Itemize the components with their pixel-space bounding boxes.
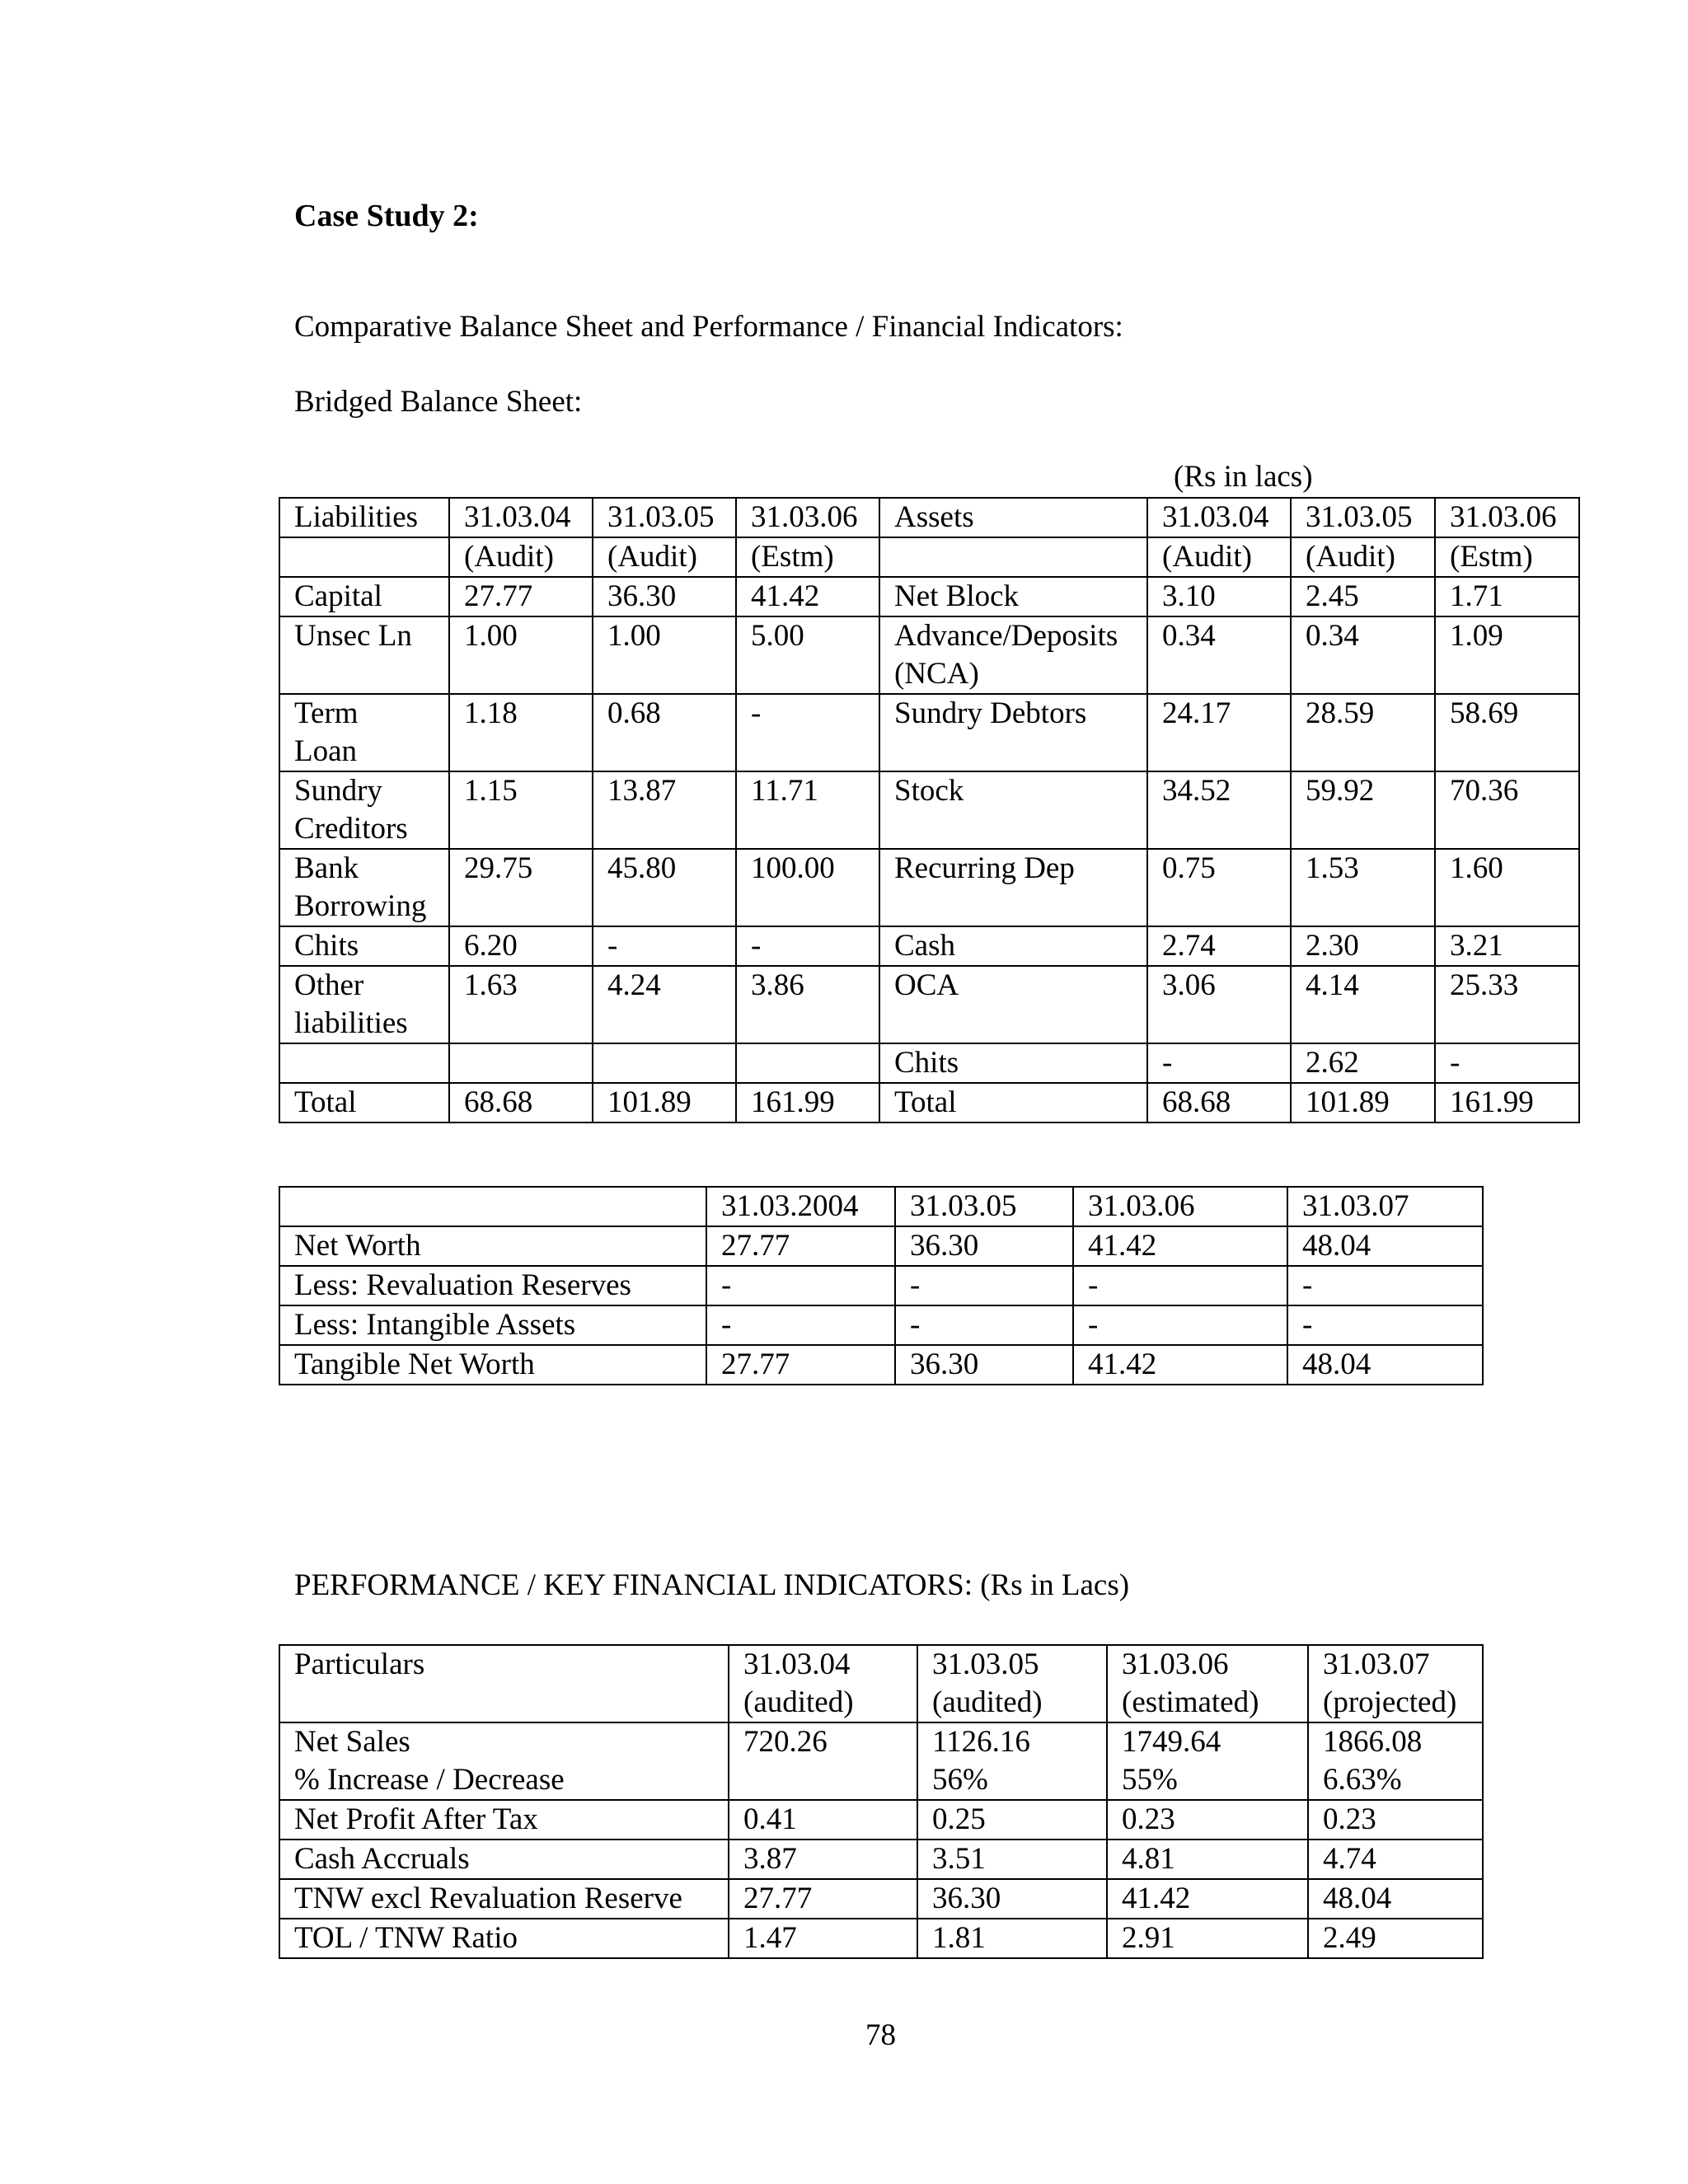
table-cell: Net Worth [279, 1226, 706, 1266]
table-cell: Sundry Creditors [279, 771, 449, 849]
table-cell: 4.24 [593, 966, 736, 1043]
table-cell [593, 1043, 736, 1083]
table-cell: 31.03.05 [895, 1187, 1073, 1226]
table-cell: Chits [879, 1043, 1147, 1083]
performance-table [279, 1644, 1484, 1959]
table-cell: 27.77 [449, 577, 593, 616]
table-cell: 25.33 [1435, 966, 1579, 1043]
table-cell: 101.89 [1291, 1083, 1435, 1122]
table-cell: 6.20 [449, 926, 593, 966]
table-cell: 29.75 [449, 849, 593, 926]
table-cell: Less: Intangible Assets [279, 1305, 706, 1345]
net-worth-table [279, 1186, 1484, 1385]
table-cell: 0.68 [593, 694, 736, 771]
table-cell: Assets [879, 498, 1147, 537]
table-row [279, 1840, 1483, 1879]
table-row [279, 616, 1579, 694]
table-cell: Bank Borrowing [279, 849, 449, 926]
table-cell: 41.42 [1073, 1226, 1287, 1266]
table-cell: 36.30 [895, 1226, 1073, 1266]
table-cell: Tangible Net Worth [279, 1345, 706, 1385]
table-cell: Stock [879, 771, 1147, 849]
table-cell: 1.18 [449, 694, 593, 771]
table-row [279, 694, 1579, 771]
table-cell: 31.03.05 (audited) [917, 1645, 1107, 1722]
unit-note: (Rs in lacs) [1174, 460, 1313, 494]
table-cell: - [895, 1305, 1073, 1345]
table-cell: 59.92 [1291, 771, 1435, 849]
table-cell: Advance/Deposits (NCA) [879, 616, 1147, 694]
table-cell: 0.75 [1147, 849, 1291, 926]
table-cell: Recurring Dep [879, 849, 1147, 926]
table-cell: 3.10 [1147, 577, 1291, 616]
table-cell [279, 1187, 706, 1226]
table-cell: 31.03.04 [1147, 498, 1291, 537]
table-cell: (Estm) [736, 537, 879, 577]
table-row [279, 1305, 1483, 1345]
table-cell: 34.52 [1147, 771, 1291, 849]
table-cell: - [593, 926, 736, 966]
table-cell: 48.04 [1287, 1345, 1483, 1385]
table-cell: 0.25 [917, 1800, 1107, 1840]
table-cell: 48.04 [1287, 1226, 1483, 1266]
table-cell: 1866.08 6.63% [1308, 1722, 1483, 1800]
table-cell: 31.03.04 (audited) [729, 1645, 917, 1722]
table-cell: - [1287, 1266, 1483, 1305]
table-cell: 31.03.2004 [706, 1187, 895, 1226]
performance-title: PERFORMANCE / KEY FINANCIAL INDICATORS: (Rs in Lacs) [294, 1568, 1130, 1602]
table-row [279, 1722, 1483, 1800]
table-cell: 31.03.06 [1073, 1187, 1287, 1226]
table-cell: OCA [879, 966, 1147, 1043]
table-cell: 2.62 [1291, 1043, 1435, 1083]
table-cell: - [736, 926, 879, 966]
table-row [279, 537, 1579, 577]
table-row [279, 1345, 1483, 1385]
table-cell: 0.23 [1107, 1800, 1308, 1840]
table-cell: - [736, 694, 879, 771]
table-cell: 70.36 [1435, 771, 1579, 849]
table-cell: 31.03.06 (estimated) [1107, 1645, 1308, 1722]
table-cell: 27.77 [706, 1226, 895, 1266]
table-row [279, 1043, 1579, 1083]
table-row [279, 966, 1579, 1043]
table-cell: Unsec Ln [279, 616, 449, 694]
table-cell: 2.91 [1107, 1919, 1308, 1958]
table-cell: Capital [279, 577, 449, 616]
table-cell: (Audit) [1291, 537, 1435, 577]
table-cell: 5.00 [736, 616, 879, 694]
table-cell: 3.21 [1435, 926, 1579, 966]
table-cell [449, 1043, 593, 1083]
table-cell: 31.03.07 (projected) [1308, 1645, 1483, 1722]
table-cell: Total [879, 1083, 1147, 1122]
table-cell: 3.86 [736, 966, 879, 1043]
table-cell: 28.59 [1291, 694, 1435, 771]
table-cell: 24.17 [1147, 694, 1291, 771]
table-cell: 31.03.06 [1435, 498, 1579, 537]
table-cell: 2.45 [1291, 577, 1435, 616]
table-cell: 1.00 [593, 616, 736, 694]
table-cell: 1.60 [1435, 849, 1579, 926]
table-cell: - [895, 1266, 1073, 1305]
table-row [279, 849, 1579, 926]
table-cell: Particulars [279, 1645, 729, 1722]
table-cell: (Audit) [593, 537, 736, 577]
table-cell: 31.03.07 [1287, 1187, 1483, 1226]
table-cell: 3.87 [729, 1840, 917, 1879]
table-cell: 161.99 [1435, 1083, 1579, 1122]
table-cell [279, 537, 449, 577]
table-row [279, 1083, 1579, 1122]
table-cell: 48.04 [1308, 1879, 1483, 1919]
table-cell: 2.49 [1308, 1919, 1483, 1958]
table-cell: 3.51 [917, 1840, 1107, 1879]
table-row [279, 1879, 1483, 1919]
table-cell: 1.47 [729, 1919, 917, 1958]
table-cell: 2.30 [1291, 926, 1435, 966]
table-cell: 3.06 [1147, 966, 1291, 1043]
table-cell: Total [279, 1083, 449, 1122]
table-cell [879, 537, 1147, 577]
table-cell [736, 1043, 879, 1083]
table-cell: 101.89 [593, 1083, 736, 1122]
table-cell: - [1435, 1043, 1579, 1083]
table-cell: (Estm) [1435, 537, 1579, 577]
table-row [279, 1187, 1483, 1226]
table-cell: 41.42 [736, 577, 879, 616]
table-cell: 4.81 [1107, 1840, 1308, 1879]
table-cell: Other liabilities [279, 966, 449, 1043]
table-cell: 0.41 [729, 1800, 917, 1840]
table-cell: Chits [279, 926, 449, 966]
table-cell: - [1073, 1266, 1287, 1305]
table-cell: 0.34 [1147, 616, 1291, 694]
table-cell: 41.42 [1107, 1879, 1308, 1919]
table-row [279, 771, 1579, 849]
table-cell: 27.77 [706, 1345, 895, 1385]
table-cell: 1.09 [1435, 616, 1579, 694]
table-cell: 0.23 [1308, 1800, 1483, 1840]
table-cell: Sundry Debtors [879, 694, 1147, 771]
table-cell: 1.71 [1435, 577, 1579, 616]
table-cell: 0.34 [1291, 616, 1435, 694]
table-cell: 1.53 [1291, 849, 1435, 926]
table-cell: Cash [879, 926, 1147, 966]
table-cell: TNW excl Revaluation Reserve [279, 1879, 729, 1919]
page-number: 78 [865, 2018, 896, 2052]
table-cell: 68.68 [1147, 1083, 1291, 1122]
table-row [279, 577, 1579, 616]
table-cell: 4.14 [1291, 966, 1435, 1043]
table-row [279, 926, 1579, 966]
table-cell: - [1073, 1305, 1287, 1345]
table-cell: 13.87 [593, 771, 736, 849]
table-cell: 41.42 [1073, 1345, 1287, 1385]
table-cell: 45.80 [593, 849, 736, 926]
table-cell: - [706, 1266, 895, 1305]
table-row [279, 1266, 1483, 1305]
table-cell: - [706, 1305, 895, 1345]
table-row [279, 1919, 1483, 1958]
table-row [279, 1226, 1483, 1266]
table-row [279, 1800, 1483, 1840]
table-cell: 4.74 [1308, 1840, 1483, 1879]
table-cell: 1.63 [449, 966, 593, 1043]
table-cell: - [1147, 1043, 1291, 1083]
table-cell: 36.30 [593, 577, 736, 616]
balance-sheet-table [279, 497, 1580, 1123]
table-cell: 36.30 [917, 1879, 1107, 1919]
table-cell: Net Block [879, 577, 1147, 616]
table-cell: 100.00 [736, 849, 879, 926]
table-cell: Term Loan [279, 694, 449, 771]
table-row [279, 1645, 1483, 1722]
table-cell: Cash Accruals [279, 1840, 729, 1879]
table-cell: 1.15 [449, 771, 593, 849]
table-cell: Liabilities [279, 498, 449, 537]
table-cell: - [1287, 1305, 1483, 1345]
table-cell: 31.03.04 [449, 498, 593, 537]
table-cell: 27.77 [729, 1879, 917, 1919]
table-cell: (Audit) [449, 537, 593, 577]
table-cell: 2.74 [1147, 926, 1291, 966]
table-cell: 31.03.06 [736, 498, 879, 537]
table-row [279, 498, 1579, 537]
table-cell: Less: Revaluation Reserves [279, 1266, 706, 1305]
case-study-heading: Case Study 2: [294, 199, 479, 233]
table-cell: 68.68 [449, 1083, 593, 1122]
table-cell: 11.71 [736, 771, 879, 849]
table-cell: 720.26 [729, 1722, 917, 1800]
table-cell: Net Sales % Increase / Decrease [279, 1722, 729, 1800]
table-cell [279, 1043, 449, 1083]
table-cell: 1749.64 55% [1107, 1722, 1308, 1800]
table-cell: 1126.16 56% [917, 1722, 1107, 1800]
table-cell: 161.99 [736, 1083, 879, 1122]
table-cell: TOL / TNW Ratio [279, 1919, 729, 1958]
intro-text: Comparative Balance Sheet and Performance / Financial Indicators: [294, 310, 1123, 344]
table-cell: 58.69 [1435, 694, 1579, 771]
table-cell: 31.03.05 [1291, 498, 1435, 537]
table-cell: 1.81 [917, 1919, 1107, 1958]
table-cell: (Audit) [1147, 537, 1291, 577]
table-cell: Net Profit After Tax [279, 1800, 729, 1840]
table-cell: 36.30 [895, 1345, 1073, 1385]
table-cell: 31.03.05 [593, 498, 736, 537]
table-cell: 1.00 [449, 616, 593, 694]
subheading: Bridged Balance Sheet: [294, 385, 583, 419]
